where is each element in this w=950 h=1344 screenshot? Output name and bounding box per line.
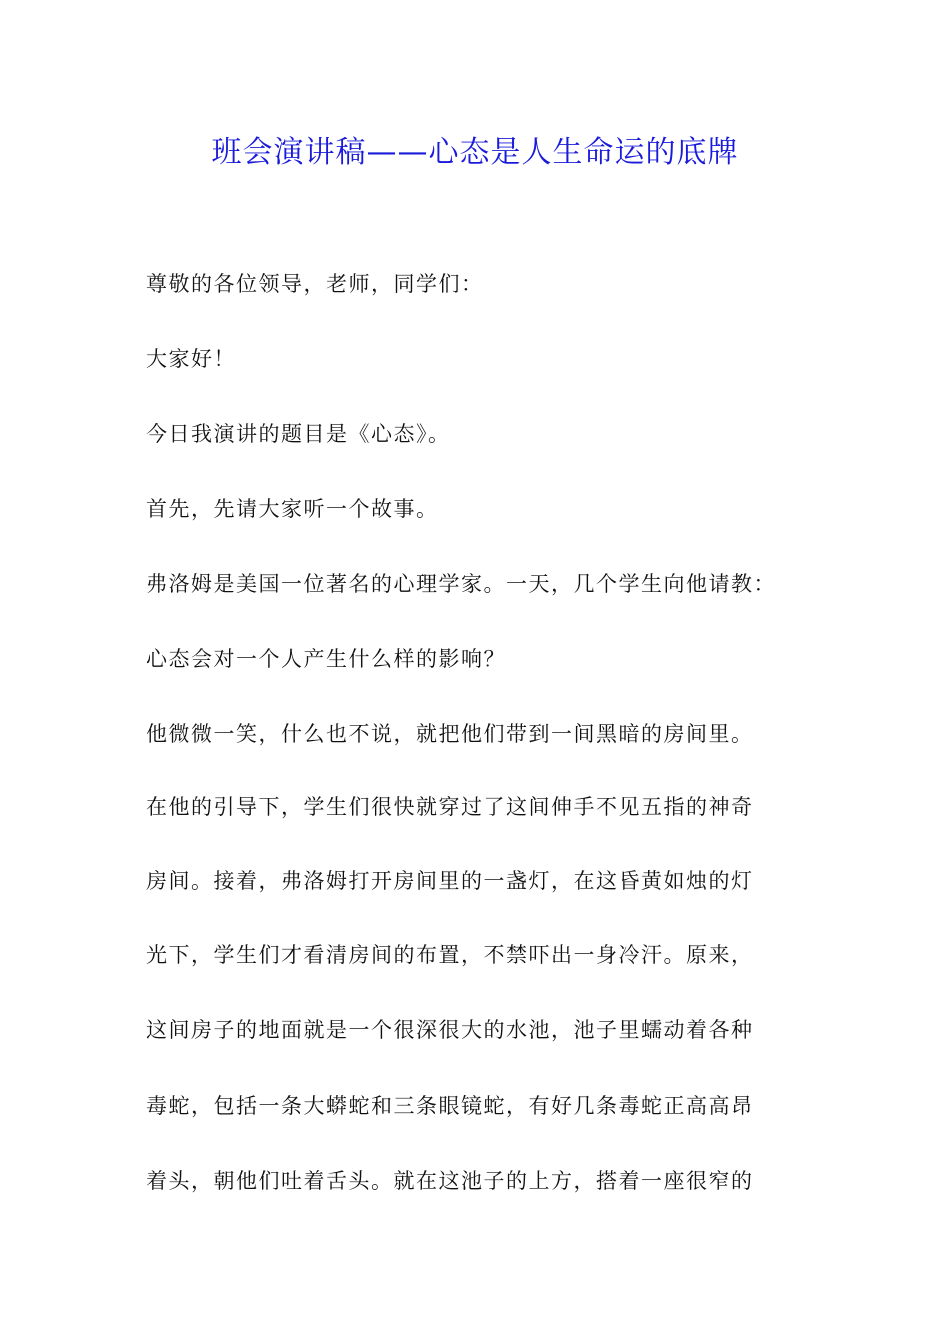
text-line: 这间房子的地面就是一个很深很大的水池，池子里蠕动着各种 — [146, 1018, 754, 1042]
text-line: 房间。接着，弗洛姆打开房间里的一盏灯，在这昏黄如烛的灯 — [146, 869, 754, 893]
text-line: 在他的引导下，学生们很快就穿过了这间伸手不见五指的神奇 — [146, 795, 754, 819]
paragraph-greeting: 大家好！ — [146, 347, 236, 371]
text-line: 弗洛姆是美国一位著名的心理学家。一天，几个学生向他请教： — [146, 572, 776, 596]
paragraph-intro: 首先，先请大家听一个故事。 — [146, 497, 439, 521]
text-line: 毒蛇，包括一条大蟒蛇和三条眼镜蛇，有好几条毒蛇正高高昂 — [146, 1094, 754, 1118]
text-line: 光下，学生们才看清房间的布置，不禁吓出一身冷汗。原来， — [146, 943, 754, 967]
text-line: 着头，朝他们吐着舌头。就在这池子的上方，搭着一座很窄的 — [146, 1169, 754, 1193]
text-line: 他微微一笑，什么也不说，就把他们带到一间黑暗的房间里。 — [146, 722, 754, 746]
paragraph-salutation: 尊敬的各位领导，老师，同学们： — [146, 272, 484, 296]
paragraph-topic: 今日我演讲的题目是《心态》。 — [146, 422, 451, 446]
text-line: 心态会对一个人产生什么样的影响？ — [146, 647, 506, 671]
document-title: 班会演讲稿——心态是人生命运的底牌 — [211, 135, 739, 170]
